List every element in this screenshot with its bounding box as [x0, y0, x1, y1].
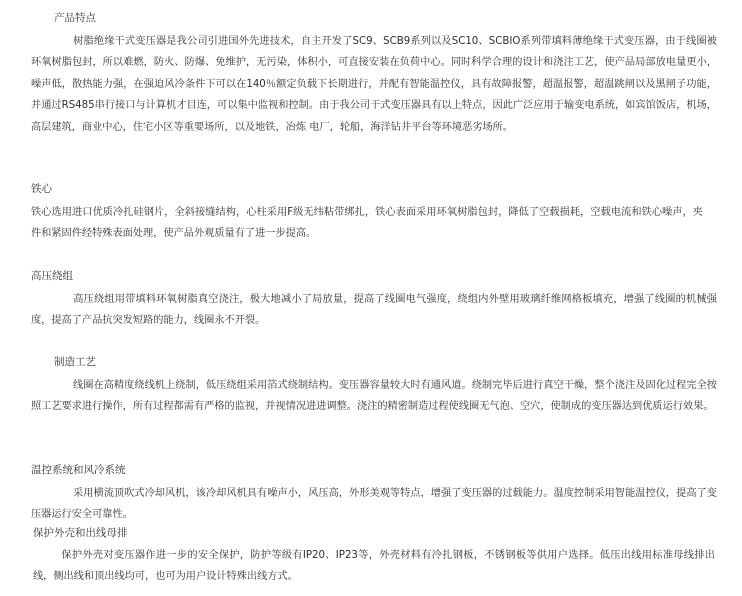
section-body-hv-winding: 高压绕组用带填料环氧树脂真空浇注，极大地减小了局放量，提高了线圈电气强度，绕组内外壁用玻璃纤维网格板填充，增强了线圈的机械强度，提高了产品抗突发短路的能力，线圈永不开裂。: [31, 294, 717, 327]
section-body-core: 铁心选用进口优质冷扎硅钢片，全斜接缝结构，心柱采用F级无纬粘带绑扎，铁心表面采用环氧树脂包封，降低了空载损耗，空载电流和铁心噪声，夹件和紧固件经特殊表面处理，使产品外观质量有了进一步提高。: [31, 207, 703, 240]
section-heading-core: 铁心: [31, 183, 52, 195]
section-heading-manufacturing: 制造工艺: [54, 356, 96, 368]
section-heading-enclosure: 保护外壳和出线母排: [33, 527, 128, 539]
section-body-cooling: 采用横流顶吹式冷却风机，该冷却风机具有噪声小，风压高，外形美观等特点，增强了变压器的过载能力。温度控制采用智能温控仪，提高了变压器运行安全可靠性。: [31, 488, 717, 521]
section-heading-cooling: 温控系统和风冷系统: [31, 464, 126, 476]
section-body-features: 树脂绝缘干式变压器是我公司引进国外先进技术，自主开发了SC9、SCB9系列以及SC10、SCBIO系列带填料薄绝缘干式变压器，由于线圈被环氧树脂包封，所以难燃，防火、防爆、免维护，无污染，体积小，可直接安装在负荷中心。同时科学合理的设计和浇注工艺，使产品局部放电量更小，噪声低，散热能力强，在强迫风冷条件下可以在140％额定负载下长期进行，并配有智能温控仪，具有故障报警，超温报警，超温跳闸以及黑闸子功能，并通过RS485串行接口与计算机才目连，可以集中监视和控制。由于我公司干式变压器具有以上特点，因此广泛应用于输变电系统，如宾馆饭店，机场，高层建筑，商业中心，住宅小区等重要场所，以及地铁，冶炼 电厂，轮船，海洋钻井平台等环境恶劣场所。: [31, 36, 717, 133]
section-heading-features: 产品特点: [54, 12, 96, 24]
section-body-enclosure: 保护外壳对变压器作进一步的安全保护，防护等级有IP20、IP23等，外壳材料有冷扎钢板，不锈钢板等供用户选择。低压出线用标准母线排出线，侧出线和顶出线均可，也可为用户设计特殊出线方式。: [33, 550, 715, 583]
section-body-manufacturing: 线圈在高精度绕线机上绕制，低压绕组采用箔式绕制结构。变压器容量较大时有通风道。绕制完毕后进行真空干燥，整个浇注及固化过程完全按照工艺要求进行操作，所有过程都需有严格的监视，并视情况进进调整。浇注的精密制造过程使线圈无气泡、空穴，使制成的变压器达到优质运行效果。: [31, 380, 717, 413]
section-heading-hv-winding: 高压绕组: [31, 270, 73, 282]
